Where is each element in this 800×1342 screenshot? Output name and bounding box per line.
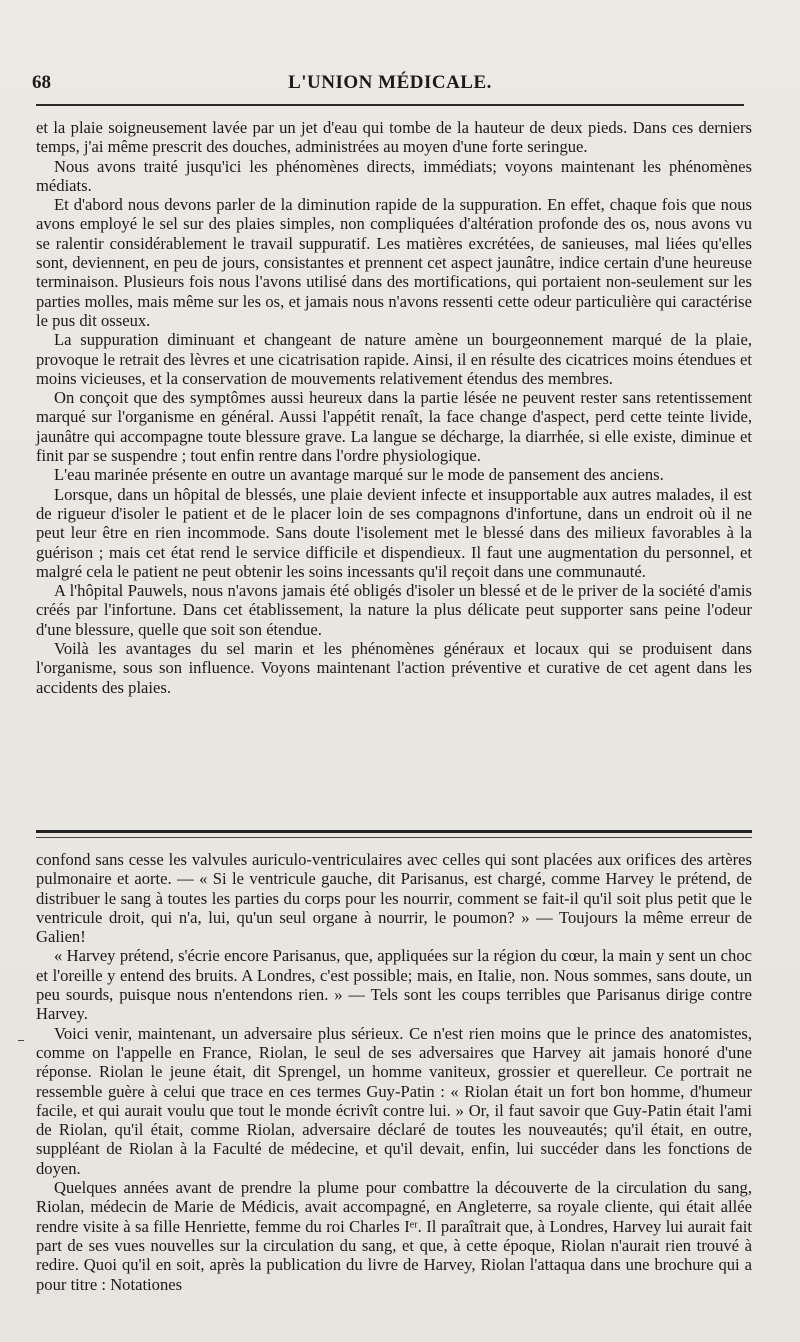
margin-mark	[18, 1040, 24, 1041]
feuilleton-separator-rule	[36, 830, 752, 838]
running-title: L'UNION MÉDICALE.	[288, 72, 492, 93]
paragraph: Voilà les avantages du sel marin et les phénomènes généraux et locaux qui se produisent dans l'organisme, sous son influence. Voyons maintenant l'action préventive et curative de cet agent dans les accidents des plaies.	[36, 639, 752, 697]
paragraph: On conçoit que des symptômes aussi heureux dans la partie lésée ne peuvent rester sans retentissement marqué sur l'organisme en général. Aussi l'appétit renaît, la face change d'aspect, perd cette teinte livide, jaunâtre qui accompagne toute blessure grave. La langue se décharge, la diarrhée, si elle existe, diminue et finit par se suspendre ; tout enfin rentre dans l'ordre physiologique.	[36, 388, 752, 466]
header-rule	[36, 104, 744, 106]
feuilleton-text	[36, 850, 752, 1294]
paragraph: Lorsque, dans un hôpital de blessés, une plaie devient infecte et insupportable aux autres malades, il est de rigueur d'isoler le patient et de le placer loin de ses compagnons d'infortune, dans un endroit où il ne peut leur être en rien incommode. Sans doute l'isolement met le blessé dans des milieux favorables à la guérison ; mais cet état rend le service difficile et dispendieux. Il faut une augmentation du personnel, et malgré cela le patient ne peut obtenir les soins incessants qu'il reçoit dans une communauté.	[36, 484, 752, 581]
page-header	[30, 72, 750, 102]
paragraph: A l'hôpital Pauwels, nous n'avons jamais été obligés d'isoler un blessé et de le priver de la société d'amis créés par l'infortune. Dans cet établissement, la nature la plus délicate peut supporter sans peine l'odeur d'une blessure, quelle que soit son étendue.	[36, 581, 752, 639]
paragraph: confond sans cesse les valvules auriculo-ventriculaires avec celles qui sont placées aux orifices des artères pulmonaire et aorte. — « Si le ventricule gauche, dit Parisanus, est chargé, comme Harvey le prétend, de distribuer le sang à toutes les parties du corps pour les nourrir, comment se fait-il qu'il soit plus petit que le ventricule droit, qui n'a, lui, qu'un seul organe à nourrir, le poumon? » — Toujours la même erreur de Galien!	[36, 850, 752, 947]
main-article-text	[36, 118, 752, 697]
paragraph: L'eau marinée présente en outre un avantage marqué sur le mode de pansement des anciens.	[54, 465, 664, 485]
paragraph: et la plaie soigneusement lavée par un jet d'eau qui tombe de la hauteur de deux pieds. Dans ces derniers temps, j'ai même prescrit des douches, administrées au moyen d'une forte seringue.	[36, 118, 752, 157]
paragraph: Voici venir, maintenant, un adversaire plus sérieux. Ce n'est rien moins que le prince des anatomistes, comme on l'appelle en France, Riolan, le seul de ses adversaires que Harvey ait jamais honoré d'une réponse. Riolan le jeune était, dit Sprengel, un homme vaniteux, grossier et querelleur. Ce portrait ne ressemble guère à celui que trace en ces termes Guy-Patin : « Riolan était un fort bon homme, d'humeur facile, et qui aurait voulu que tout le monde écrivît contre lui. » Or, il faut savoir que Guy-Patin était l'ami de Riolan, qu'il était, comme Riolan, adversaire déclaré de toutes les nouveautés; qu'il était, en outre, suppléant de Riolan à la Faculté de médecine, et qu'il devait, enfin, lui succéder dans les fonctions de doyen.	[36, 1023, 752, 1178]
paragraph: Quelques années avant de prendre la plume pour combattre la découverte de la circulation du sang, Riolan, médecin de Marie de Médicis, avait accompagné, en Angleterre, sa royale cliente, qui était allée rendre visite à sa fille Henriette, femme du roi Charles Iᵉʳ. Il paraîtrait que, à Londres, Harvey lui aurait fait part de ses vues nouvelles sur la circulation du sang, et que, à cette époque, Riolan n'aurait rien trouvé à redire. Quoi qu'il en soit, après la publication du livre de Harvey, Riolan l'attaqua dans une brochure qui a pour titre : Notationes	[36, 1178, 752, 1294]
paragraph: La suppuration diminuant et changeant de nature amène un bourgeonnement marqué de la plaie, provoque le retrait des lèvres et une cicatrisation rapide. Ainsi, il en résulte des cicatrices moins étendues et moins vicieuses, et la conservation de mouvements relativement étendus des membres.	[36, 330, 752, 388]
paragraph: Nous avons traité jusqu'ici les phénomènes directs, immédiats; voyons maintenant les phénomènes médiats.	[36, 156, 752, 195]
page-number: 68	[32, 72, 51, 93]
paragraph: Et d'abord nous devons parler de la diminution rapide de la suppuration. En effet, chaque fois que nous avons employé le sel sur des plaies simples, non compliquées d'altération profonde des os, nous avons vu se ralentir considérablement le travail suppuratif. Les matières excrétées, de sanieuses, mal liées qu'elles sont, deviennent, en peu de jours, consistantes et prennent cet aspect jaunâtre, indice certain d'une heureuse terminaison. Plusieurs fois nous l'avons utilisé dans des mortifications, qui portaient non-seulement sur les parties molles, mais même sur les os, et jamais nous n'avons ressenti cette odeur particulière qui caractérise le pus dit osseux.	[36, 195, 752, 330]
paragraph: « Harvey prétend, s'écrie encore Parisanus, que, appliquées sur la région du cœur, la main y sent un choc et l'oreille y entend des bruits. A Londres, c'est possible; mais, en Italie, non. Nous sommes, sans doute, un peu sourds, puisque nous n'entendons rien. » — Tels sont les coups terribles que Parisanus dirige contre Harvey.	[36, 946, 752, 1024]
